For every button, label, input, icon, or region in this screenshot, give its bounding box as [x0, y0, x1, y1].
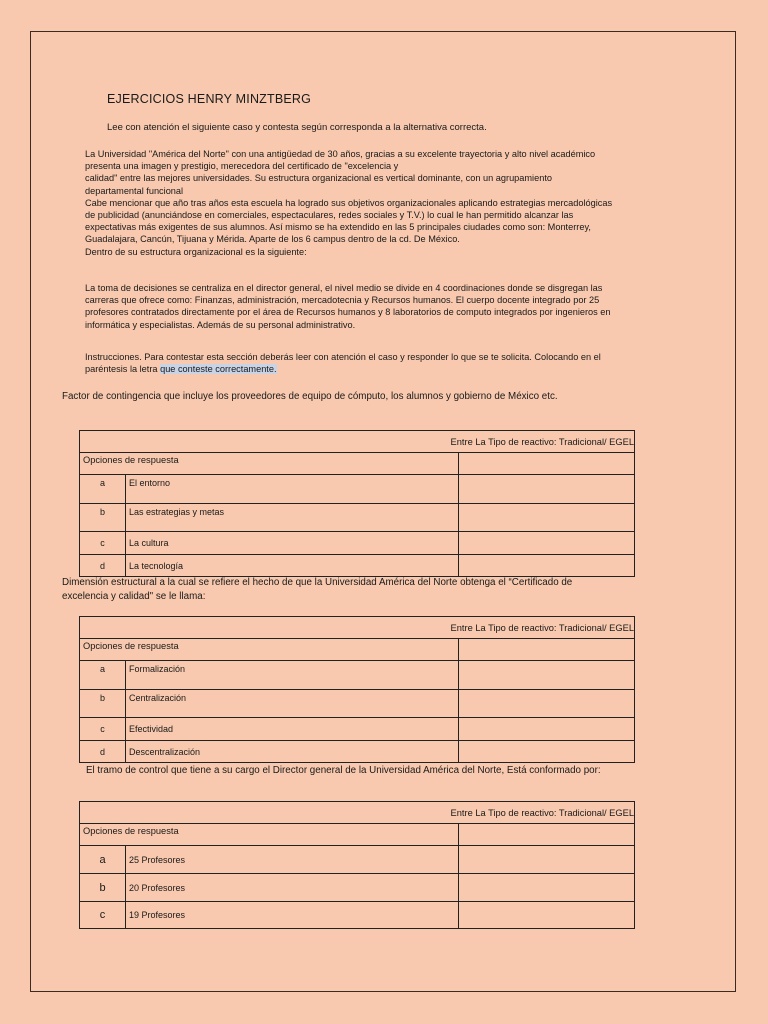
option-letter: a [80, 846, 126, 874]
answer-cell[interactable] [459, 690, 635, 718]
question-line: excelencia y calidad" se le llama: [62, 590, 206, 602]
option-text[interactable]: 19 Profesores [126, 902, 459, 929]
option-letter: b [80, 690, 126, 718]
reactivo-header: Entre La Tipo de reactivo: Tradicional/ EGEL [80, 431, 635, 453]
case-line: Cabe mencionar que año tras años esta escuela ha logrado sus objetivos organizacionales aplicando estrategias mercadológicas [85, 197, 613, 208]
option-letter: d [80, 741, 126, 763]
highlighted-text[interactable]: que conteste correctamente. [160, 364, 277, 375]
options-label: Opciones de respuesta [80, 824, 459, 846]
question-line: Dimensión estructural a la cual se refiere el hecho de que la Universidad América del Norte obtenga el “Certificado de [62, 577, 573, 588]
case-line: presenta una imagen y prestigio, merecedora del certificado de "excelencia y [85, 161, 399, 172]
answer-cell[interactable] [459, 824, 635, 846]
answer-cell[interactable] [459, 661, 635, 690]
case-line: Dentro de su estructura organizacional es la siguiente: [85, 246, 307, 257]
document-title: EJERCICIOS HENRY MINZTBERG [107, 92, 312, 106]
option-text[interactable]: Efectividad [126, 718, 459, 741]
question-3-table [79, 801, 635, 929]
structure-line: carreras que ofrece como: Finanzas, administración, mercadotecnia y Recursos humanos. El cuerpo docente integrado por 25 [85, 295, 600, 306]
reactivo-header: Entre La Tipo de reactivo: Tradicional/ EGEL [80, 802, 635, 824]
answer-cell[interactable] [459, 504, 635, 532]
answer-cell[interactable] [459, 902, 635, 929]
answer-cell[interactable] [459, 475, 635, 504]
answer-cell[interactable] [459, 555, 635, 577]
option-text[interactable]: La cultura [126, 532, 459, 555]
case-line: expectativas más exigentes de sus alumnos. Así mismo se ha extendido en las 5 principales ciudades como son: Monterrey, [85, 222, 591, 233]
case-line: La Universidad "América del Norte" con una antigüedad de 30 años, gracias a su excelente trayectoria y alto nivel académico [85, 149, 596, 159]
option-letter: d [80, 555, 126, 577]
structure-line: La toma de decisiones se centraliza en el director general, el nivel medio se divide en 4 coordinaciones donde se disgregan las [85, 283, 603, 293]
option-letter: a [80, 475, 126, 504]
question-2-text [62, 576, 572, 603]
structure-line: informática y especialistas. Además de su personal administrativo. [85, 319, 356, 330]
instructions-line: paréntesis la letra que conteste correctamente. [85, 364, 277, 375]
option-text[interactable]: Formalización [126, 661, 459, 690]
case-line: Guadalajara, Cancún, Tijuana y Mérida. Aparte de los 6 campus dentro de la cd. De México. [85, 234, 460, 245]
structure-paragraph [85, 282, 675, 331]
answer-cell[interactable] [459, 718, 635, 741]
option-text[interactable]: 25 Profesores [126, 846, 459, 874]
options-label: Opciones de respuesta [80, 639, 459, 661]
case-line: de publicidad (anunciándose en comerciales, espectaculares, redes sociales y T.V.) lo cual le han permitido alcanzar las [85, 210, 574, 221]
option-letter: b [80, 874, 126, 902]
case-line: departamental funcional [85, 185, 184, 196]
answer-cell[interactable] [459, 741, 635, 763]
option-text[interactable]: Centralización [126, 690, 459, 718]
option-text[interactable]: La tecnología [126, 555, 459, 577]
instructions-line: Instrucciones. Para contestar esta sección deberás leer con atención el caso y responder lo que se te solicita. Colocando en el [85, 352, 601, 362]
reactivo-header: Entre La Tipo de reactivo: Tradicional/ EGEL [80, 617, 635, 639]
question-2-table [79, 616, 635, 763]
option-letter: a [80, 661, 126, 690]
option-letter: c [80, 532, 126, 555]
section-instructions [85, 351, 675, 375]
option-text[interactable]: Las estrategias y metas [126, 504, 459, 532]
structure-line: profesores contratados directamente por el área de Recursos humanos y 8 laboratorios de computo integrados por ingenieros en [85, 307, 611, 318]
option-text[interactable]: Descentralización [126, 741, 459, 763]
case-line: calidad" entre las mejores universidades. Su estructura organizacional es vertical dominante, con un agrupamiento [85, 173, 552, 184]
answer-cell[interactable] [459, 453, 635, 475]
option-letter: b [80, 504, 126, 532]
options-label: Opciones de respuesta [80, 453, 459, 475]
top-instructions: Lee con atención el siguiente caso y contesta según corresponda a la alternativa correcta. [107, 122, 487, 133]
option-text[interactable]: 20 Profesores [126, 874, 459, 902]
question-1-table [79, 430, 635, 577]
answer-cell[interactable] [459, 874, 635, 902]
answer-cell[interactable] [459, 639, 635, 661]
answer-cell[interactable] [459, 532, 635, 555]
answer-cell[interactable] [459, 846, 635, 874]
question-1-text: Factor de contingencia que incluye los proveedores de equipo de cómputo, los alumnos y gobierno de México etc. [62, 391, 558, 402]
option-letter: c [80, 902, 126, 929]
option-letter: c [80, 718, 126, 741]
question-3-text: El tramo de control que tiene a su cargo el Director general de la Universidad América del Norte, Está conformado por: [86, 765, 601, 776]
option-text[interactable]: El entorno [126, 475, 459, 504]
case-paragraph [85, 148, 675, 258]
